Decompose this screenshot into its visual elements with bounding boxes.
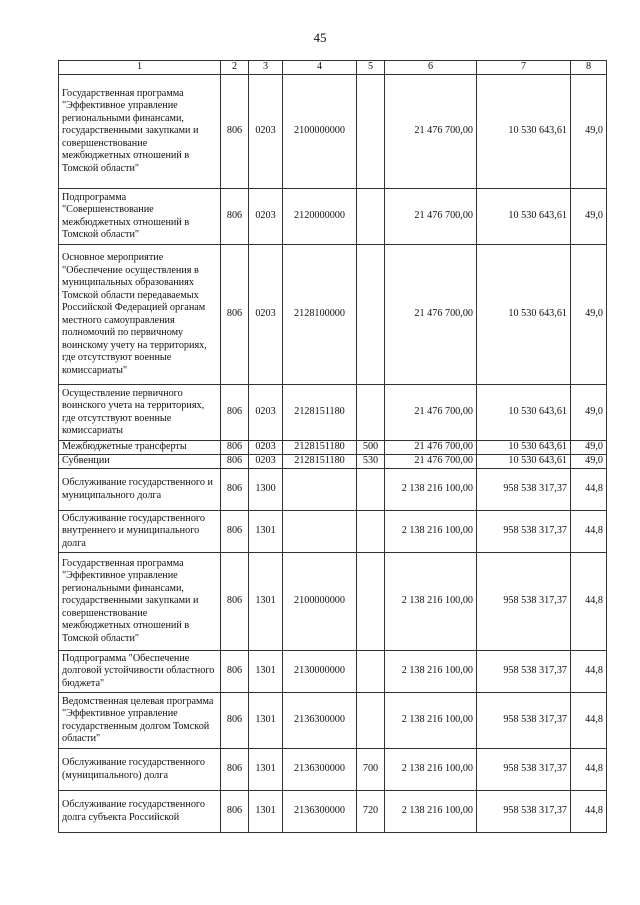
target-article-cell: 2130000000 (283, 651, 357, 693)
admin-code-cell: 806 (221, 189, 249, 245)
target-article-cell: 2136300000 (283, 749, 357, 791)
percent-cell: 44,8 (571, 469, 607, 511)
admin-code-cell: 806 (221, 693, 249, 749)
expense-type-cell: 500 (357, 441, 385, 455)
expense-type-cell: 720 (357, 791, 385, 833)
plan-amount-cell: 2 138 216 100,00 (385, 469, 477, 511)
expense-type-cell (357, 651, 385, 693)
executed-amount-cell: 958 538 317,37 (477, 651, 571, 693)
table-row (59, 693, 607, 749)
table-row (59, 553, 607, 651)
row-name-cell: Межбюджетные трансферты (59, 441, 221, 455)
row-name-cell: Обслуживание государственного внутреннего и муниципального долга (59, 511, 221, 553)
table-row (59, 511, 607, 553)
admin-code-cell: 806 (221, 651, 249, 693)
table-row (59, 75, 607, 189)
table-row (59, 791, 607, 833)
percent-cell: 44,8 (571, 791, 607, 833)
expense-type-cell: 700 (357, 749, 385, 791)
executed-amount-cell: 10 530 643,61 (477, 385, 571, 441)
section-code-cell: 1301 (249, 749, 283, 791)
target-article-cell (283, 469, 357, 511)
section-code-cell: 0203 (249, 245, 283, 385)
section-code-cell: 0203 (249, 189, 283, 245)
section-code-cell: 1301 (249, 693, 283, 749)
percent-cell: 49,0 (571, 385, 607, 441)
section-code-cell: 1301 (249, 791, 283, 833)
executed-amount-cell: 958 538 317,37 (477, 469, 571, 511)
budget-table (58, 60, 607, 833)
target-article-cell (283, 511, 357, 553)
executed-amount-cell: 10 530 643,61 (477, 245, 571, 385)
target-article-cell: 2100000000 (283, 75, 357, 189)
section-code-cell: 1301 (249, 651, 283, 693)
percent-cell: 44,8 (571, 693, 607, 749)
executed-amount-cell: 958 538 317,37 (477, 553, 571, 651)
target-article-cell: 2100000000 (283, 553, 357, 651)
section-code-cell: 0203 (249, 385, 283, 441)
row-name-cell: Осуществление первичного воинского учета на территориях, где отсутствуют военные комиссариаты (59, 385, 221, 441)
expense-type-cell (357, 511, 385, 553)
section-code-cell: 0203 (249, 75, 283, 189)
percent-cell: 49,0 (571, 189, 607, 245)
expense-type-cell (357, 189, 385, 245)
table-row (59, 651, 607, 693)
section-code-cell: 0203 (249, 441, 283, 455)
admin-code-cell: 806 (221, 75, 249, 189)
expense-type-cell (357, 75, 385, 189)
row-name-cell: Обслуживание государственного долга субъекта Российской (59, 791, 221, 833)
table-row (59, 189, 607, 245)
header-cell: 2 (221, 61, 249, 75)
table-row (59, 441, 607, 455)
target-article-cell: 2136300000 (283, 791, 357, 833)
percent-cell: 44,8 (571, 749, 607, 791)
percent-cell: 44,8 (571, 511, 607, 553)
admin-code-cell: 806 (221, 749, 249, 791)
plan-amount-cell: 2 138 216 100,00 (385, 791, 477, 833)
executed-amount-cell: 958 538 317,37 (477, 749, 571, 791)
plan-amount-cell: 21 476 700,00 (385, 75, 477, 189)
admin-code-cell: 806 (221, 245, 249, 385)
plan-amount-cell: 2 138 216 100,00 (385, 749, 477, 791)
executed-amount-cell: 958 538 317,37 (477, 511, 571, 553)
table-row (59, 749, 607, 791)
admin-code-cell: 806 (221, 553, 249, 651)
table-header-row (59, 61, 607, 75)
section-code-cell: 0203 (249, 455, 283, 469)
executed-amount-cell: 958 538 317,37 (477, 791, 571, 833)
admin-code-cell: 806 (221, 511, 249, 553)
table-row (59, 385, 607, 441)
plan-amount-cell: 21 476 700,00 (385, 189, 477, 245)
section-code-cell: 1301 (249, 553, 283, 651)
plan-amount-cell: 21 476 700,00 (385, 385, 477, 441)
header-cell: 5 (357, 61, 385, 75)
percent-cell: 49,0 (571, 75, 607, 189)
percent-cell: 44,8 (571, 651, 607, 693)
percent-cell: 44,8 (571, 553, 607, 651)
plan-amount-cell: 21 476 700,00 (385, 441, 477, 455)
row-name-cell: Обслуживание государственного и муниципального долга (59, 469, 221, 511)
header-cell: 4 (283, 61, 357, 75)
target-article-cell: 2128151180 (283, 455, 357, 469)
admin-code-cell: 806 (221, 455, 249, 469)
row-name-cell: Государственная программа "Эффективное управление региональными финансами, государственными закупками и совершенствование межбюджетных отношений в Томской области" (59, 75, 221, 189)
expense-type-cell (357, 693, 385, 749)
section-code-cell: 1300 (249, 469, 283, 511)
plan-amount-cell: 2 138 216 100,00 (385, 511, 477, 553)
executed-amount-cell: 10 530 643,61 (477, 189, 571, 245)
admin-code-cell: 806 (221, 385, 249, 441)
percent-cell: 49,0 (571, 441, 607, 455)
admin-code-cell: 806 (221, 441, 249, 455)
header-cell: 1 (59, 61, 221, 75)
expense-type-cell (357, 553, 385, 651)
row-name-cell: Подпрограмма "Обеспечение долговой устойчивости областного бюджета" (59, 651, 221, 693)
plan-amount-cell: 2 138 216 100,00 (385, 553, 477, 651)
expense-type-cell (357, 385, 385, 441)
table-row (59, 245, 607, 385)
plan-amount-cell: 2 138 216 100,00 (385, 651, 477, 693)
row-name-cell: Основное мероприятие "Обеспечение осуществления в муниципальных образованиях Томской области передаваемых Российской Федерацией органам местного самоуправления полномочий по первичному воинскому учету на территориях, где отсутствуют военные комиссариаты" (59, 245, 221, 385)
percent-cell: 49,0 (571, 245, 607, 385)
admin-code-cell: 806 (221, 791, 249, 833)
target-article-cell: 2128100000 (283, 245, 357, 385)
percent-cell: 49,0 (571, 455, 607, 469)
admin-code-cell: 806 (221, 469, 249, 511)
row-name-cell: Подпрограмма "Совершенствование межбюджетных отношений в Томской области" (59, 189, 221, 245)
table-row (59, 469, 607, 511)
executed-amount-cell: 958 538 317,37 (477, 693, 571, 749)
row-name-cell: Государственная программа "Эффективное управление региональными финансами, государственными закупками и совершенствование межбюджетных отношений в Томской области" (59, 553, 221, 651)
expense-type-cell: 530 (357, 455, 385, 469)
target-article-cell: 2128151180 (283, 441, 357, 455)
expense-type-cell (357, 469, 385, 511)
header-cell: 3 (249, 61, 283, 75)
executed-amount-cell: 10 530 643,61 (477, 441, 571, 455)
header-cell: 8 (571, 61, 607, 75)
row-name-cell: Субвенции (59, 455, 221, 469)
expense-type-cell (357, 245, 385, 385)
target-article-cell: 2120000000 (283, 189, 357, 245)
plan-amount-cell: 21 476 700,00 (385, 245, 477, 385)
row-name-cell: Ведомственная целевая программа "Эффективное управление государственным долгом Томской области" (59, 693, 221, 749)
target-article-cell: 2128151180 (283, 385, 357, 441)
table-row (59, 455, 607, 469)
plan-amount-cell: 2 138 216 100,00 (385, 693, 477, 749)
page-number: 45 (313, 30, 327, 45)
executed-amount-cell: 10 530 643,61 (477, 75, 571, 189)
executed-amount-cell: 10 530 643,61 (477, 455, 571, 469)
plan-amount-cell: 21 476 700,00 (385, 455, 477, 469)
header-cell: 6 (385, 61, 477, 75)
target-article-cell: 2136300000 (283, 693, 357, 749)
section-code-cell: 1301 (249, 511, 283, 553)
row-name-cell: Обслуживание государственного (муниципального) долга (59, 749, 221, 791)
header-cell: 7 (477, 61, 571, 75)
